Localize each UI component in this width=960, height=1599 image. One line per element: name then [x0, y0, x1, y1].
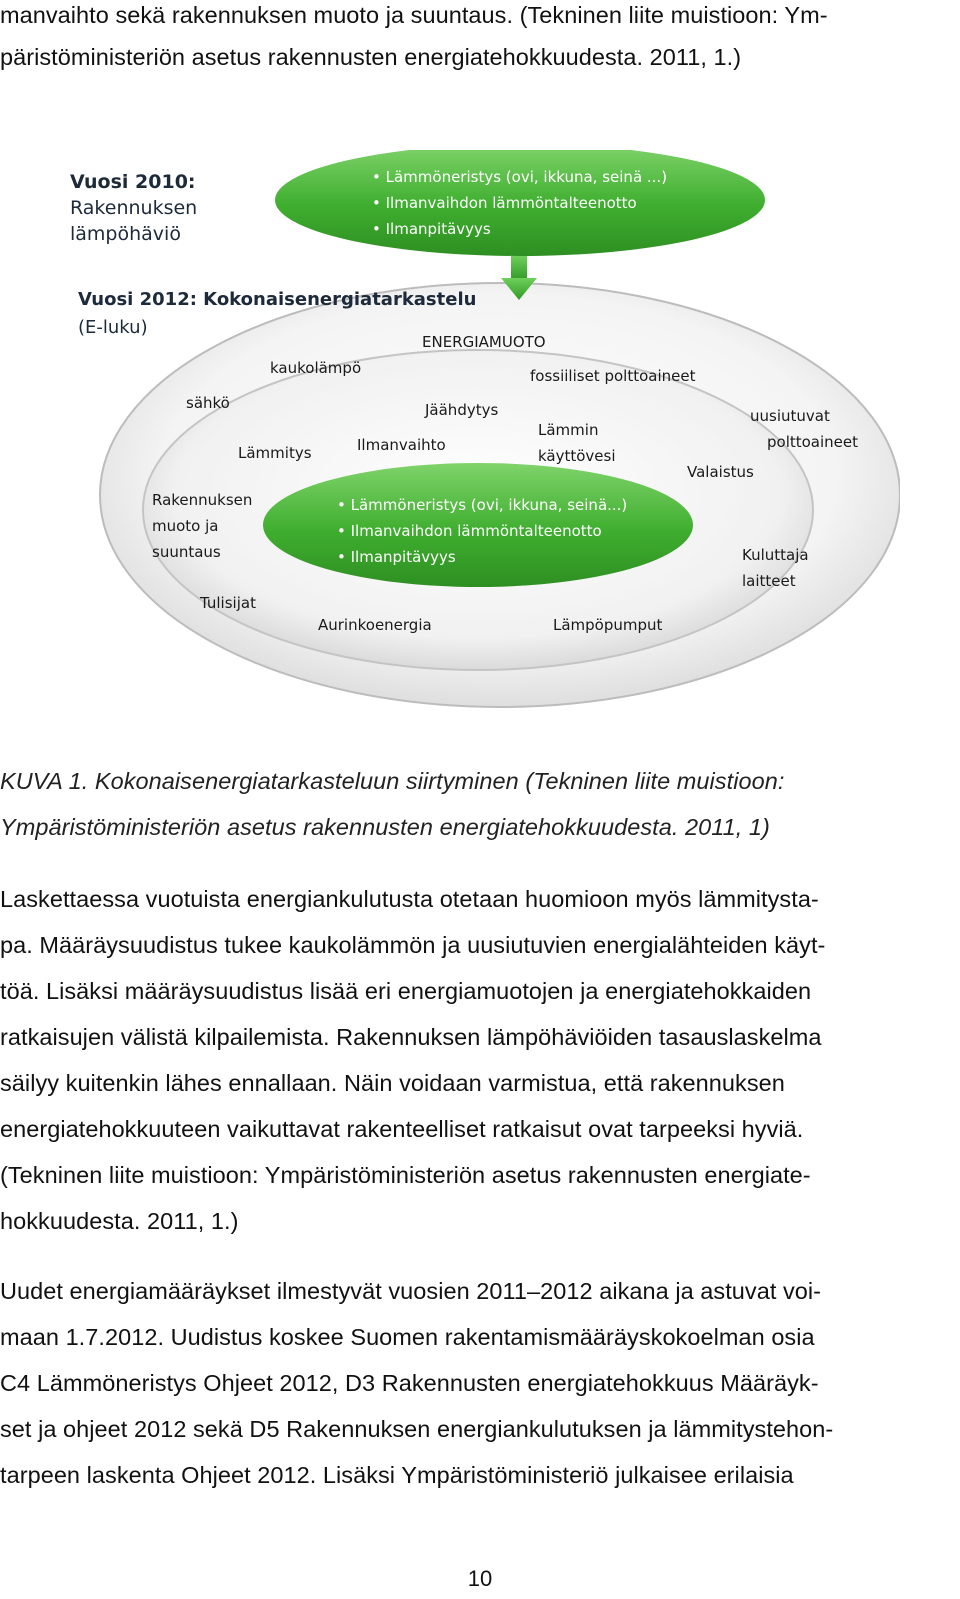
rakennuksen-label: Rakennuksen	[152, 491, 253, 509]
paragraph-2-line-1: Uudet energiamääräykset ilmestyvät vuosien 2011–2012 aikana ja astuvat voi-	[0, 1278, 822, 1304]
suuntaus-label: suuntaus	[152, 543, 221, 561]
paragraph-2-line-5: tarpeen laskenta Ohjeet 2012. Lisäksi Ympäristöministeriö julkaisee erilaisia	[0, 1462, 794, 1488]
vuosi-2010-line-3: lämpöhäviö	[70, 223, 181, 245]
sahko-label: sähkö	[186, 394, 230, 412]
lampopumput-label: Lämpöpumput	[553, 616, 663, 634]
energiamuoto-label: ENERGIAMUOTO	[422, 333, 546, 351]
vuosi-2010-title: Vuosi 2010:	[70, 171, 196, 193]
paragraph-2-line-2: maan 1.7.2012. Uudistus koskee Suomen rakentamismääräyskokoelman osia	[0, 1324, 815, 1350]
inner-bullet-3: • Ilmanpitävyys	[337, 548, 456, 566]
uusiutuvat-label-1: uusiutuvat	[750, 407, 830, 425]
paragraph-2-line-4: set ja ohjeet 2012 sekä D5 Rakennuksen energiankulutuksen ja lämmitystehon-	[0, 1416, 834, 1442]
paragraph-1-line-1: Laskettaessa vuotuista energiankulutusta otetaan huomioon myös lämmitysta-	[0, 886, 819, 912]
inner-bullet-1: • Lämmöneristys (ovi, ikkuna, seinä...)	[337, 496, 628, 514]
aurinkoenergia-label: Aurinkoenergia	[318, 616, 432, 634]
paragraph-1-line-2: pa. Määräysuudistus tukee kaukolämmön ja uusiutuvien energialähteiden käyt-	[0, 932, 826, 958]
paragraph-1-line-7: (Tekninen liite muistioon: Ympäristöministeriön asetus rakennusten energiate-	[0, 1162, 811, 1188]
kuluttaja-label: Kuluttaja	[742, 546, 809, 564]
paragraph-1-line-5: säilyy kuitenkin lähes ennallaan. Näin voidaan varmistua, että rakennuksen	[0, 1070, 785, 1096]
top-bullet-2: • Ilmanvaihdon lämmöntalteenotto	[372, 194, 637, 212]
intro-line-1: manvaihto sekä rakennuksen muoto ja suuntaus. (Tekninen liite muistioon: Ym-	[0, 2, 828, 28]
muoto-ja-label: muoto ja	[152, 517, 219, 535]
fossiiliset-label: fossiiliset polttoaineet	[530, 367, 696, 385]
paragraph-1-line-8: hokkuudesta. 2011, 1.)	[0, 1208, 239, 1234]
paragraph-1-line-6: energiatehokkuuteen vaikuttavat rakenteelliset ratkaisut ovat tarpeeksi hyviä.	[0, 1116, 804, 1142]
lammitys-label: Lämmitys	[238, 444, 312, 462]
kaukolampo-label: kaukolämpö	[270, 359, 362, 377]
top-bullet-3: • Ilmanpitävyys	[372, 220, 491, 238]
vuosi-2010-line-2: Rakennuksen	[70, 197, 198, 219]
vuosi-2012-title: Vuosi 2012: Kokonaisenergiatarkastelu	[78, 289, 477, 310]
paragraph-1-line-4: ratkaisujen välistä kilpailemista. Rakennuksen lämpöhäviöiden tasauslaskelma	[0, 1024, 822, 1050]
top-bullet-1: • Lämmöneristys (ovi, ikkuna, seinä ...)	[372, 168, 668, 186]
paragraph-1-line-3: töä. Lisäksi määräysuudistus lisää eri energiamuotojen ja energiatehokkaiden	[0, 978, 812, 1004]
jaahdytys-label: Jäähdytys	[425, 401, 499, 419]
lammin-label: Lämmin	[538, 421, 599, 439]
energy-diagram	[60, 150, 900, 720]
figure-caption-line-1: KUVA 1. Kokonaisenergiatarkasteluun siirtyminen (Tekninen liite muistioon:	[0, 768, 785, 794]
page-number: 10	[467, 1566, 493, 1591]
tulisijat-label: Tulisijat	[200, 594, 256, 612]
kayttovesi-label: käyttövesi	[538, 447, 616, 465]
laitteet-label: laitteet	[742, 572, 796, 590]
figure-caption-line-2: Ympäristöministeriön asetus rakennusten energiatehokkuudesta. 2011, 1)	[0, 814, 770, 840]
inner-bullet-2: • Ilmanvaihdon lämmöntalteenotto	[337, 522, 602, 540]
intro-line-2: päristöministeriön asetus rakennusten energiatehokkuudesta. 2011, 1.)	[0, 44, 742, 70]
uusiutuvat-label-2: polttoaineet	[767, 433, 859, 451]
vuosi-2012-eluku: (E-luku)	[78, 317, 148, 338]
valaistus-label: Valaistus	[687, 463, 754, 481]
paragraph-2-line-3: C4 Lämmöneristys Ohjeet 2012, D3 Rakennusten energiatehokkuus Määräyk-	[0, 1370, 819, 1396]
ilmanvaihto-label: Ilmanvaihto	[357, 436, 446, 454]
